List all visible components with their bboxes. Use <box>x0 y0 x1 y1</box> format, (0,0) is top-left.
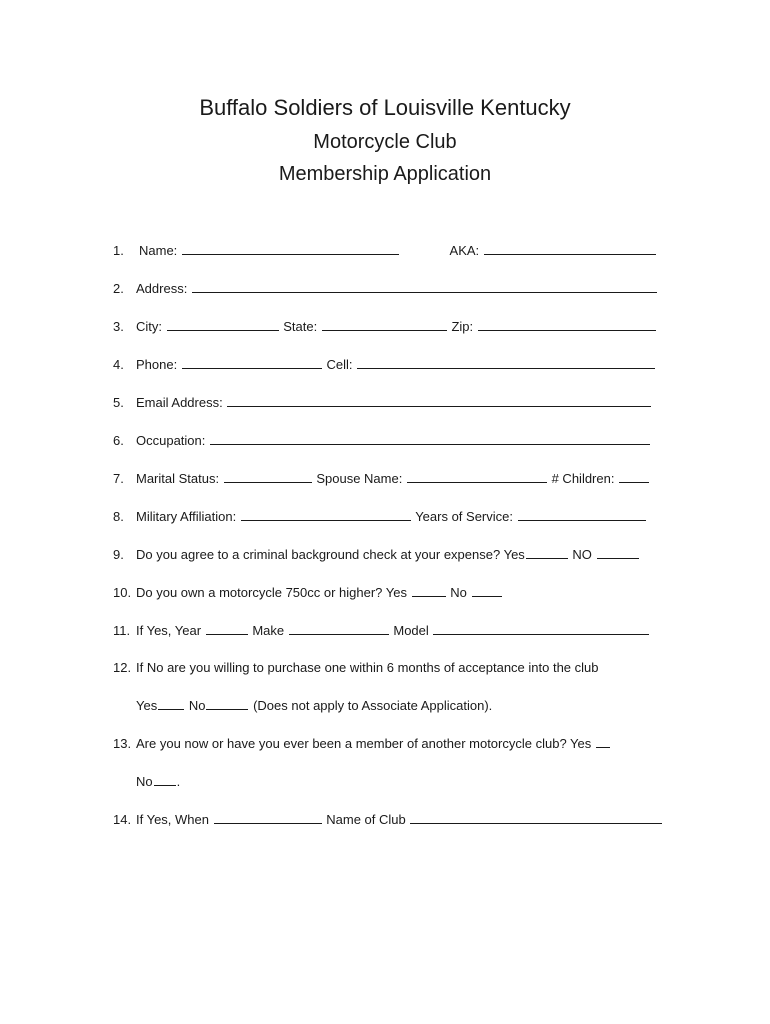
children-label: # Children: <box>551 471 615 486</box>
club-name-field[interactable] <box>410 811 662 824</box>
marital-status-field[interactable] <box>224 470 312 483</box>
name-label: Name: <box>139 243 178 258</box>
aka-field[interactable] <box>484 242 656 255</box>
field-row-2 <box>113 280 670 297</box>
club-name-label: Name of Club <box>326 812 406 827</box>
item-number: 1. <box>113 243 124 258</box>
field-row-10 <box>113 584 670 601</box>
purchase-no-field[interactable] <box>206 697 248 710</box>
cell-field[interactable] <box>357 356 655 369</box>
years-of-service-label: Years of Service: <box>415 509 513 524</box>
background-check-yes-field[interactable] <box>526 546 568 559</box>
address-label: Address: <box>136 281 188 296</box>
club-title: Buffalo Soldiers of Louisville Kentucky <box>199 95 571 120</box>
background-check-no-label: NO <box>572 547 592 562</box>
field-row-12 <box>113 660 670 676</box>
motorcycle-yes-field[interactable] <box>412 584 446 597</box>
email-label: Email Address: <box>136 395 223 410</box>
item-number: 14. <box>113 812 132 827</box>
other-club-yes-field[interactable] <box>596 735 610 748</box>
field-row-6 <box>113 432 670 449</box>
item-number: 13. <box>113 736 132 751</box>
year-label: If Yes, Year <box>136 623 202 638</box>
occupation-field[interactable] <box>210 432 650 445</box>
spouse-name-label: Spouse Name: <box>316 471 403 486</box>
motorcycle-no-label: No <box>450 585 467 600</box>
marital-status-label: Marital Status: <box>136 471 220 486</box>
motorcycle-question: Do you own a motorcycle 750cc or higher? Yes <box>136 585 407 600</box>
item-number: 9. <box>113 547 124 562</box>
field-row-8 <box>113 508 670 525</box>
model-label: Model <box>393 623 429 638</box>
military-affiliation-label: Military Affiliation: <box>136 509 237 524</box>
item-number: 5. <box>113 395 124 410</box>
form-title: Membership Application <box>278 163 492 185</box>
item-number: 6. <box>113 433 124 448</box>
email-field[interactable] <box>227 394 651 407</box>
item-number: 8. <box>113 509 124 524</box>
item-number: 3. <box>113 319 124 334</box>
military-affiliation-field[interactable] <box>241 508 411 521</box>
aka-label: AKA: <box>449 243 480 258</box>
model-field[interactable] <box>433 622 649 635</box>
zip-field[interactable] <box>478 318 656 331</box>
field-row-4 <box>113 356 670 373</box>
field-row-13 <box>113 735 670 752</box>
background-check-no-field[interactable] <box>597 546 639 559</box>
make-field[interactable] <box>289 622 389 635</box>
when-label: If Yes, When <box>136 812 209 827</box>
item-number: 10. <box>113 585 132 600</box>
other-club-question: Are you now or have you ever been a member of another motorcycle club? Yes <box>136 736 592 751</box>
cell-label: Cell: <box>326 357 353 372</box>
children-field[interactable] <box>619 470 649 483</box>
field-row-12-answers <box>113 697 670 714</box>
years-of-service-field[interactable] <box>518 508 646 521</box>
year-field[interactable] <box>206 622 248 635</box>
other-club-no-label: No <box>136 774 153 789</box>
make-label: Make <box>252 623 285 638</box>
address-field[interactable] <box>192 280 657 293</box>
when-field[interactable] <box>214 811 322 824</box>
associate-note: (Does not apply to Associate Application). <box>253 698 493 713</box>
name-field[interactable] <box>182 242 399 255</box>
purchase-yes-label: Yes <box>136 698 158 713</box>
city-field[interactable] <box>167 318 279 331</box>
item-number: 2. <box>113 281 124 296</box>
item-number: 11. <box>113 623 131 638</box>
purchase-no-label: No <box>188 698 206 713</box>
field-row-3 <box>113 318 670 335</box>
phone-label: Phone: <box>136 357 178 372</box>
field-row-11 <box>113 622 670 639</box>
club-subtitle: Motorcycle Club <box>313 131 457 153</box>
field-row-1 <box>113 242 670 259</box>
city-label: City: <box>136 319 162 334</box>
other-club-no-field[interactable] <box>154 773 176 786</box>
item-number: 4. <box>113 357 124 372</box>
occupation-label: Occupation: <box>136 433 206 448</box>
item-number: 12. <box>113 660 132 675</box>
other-club-period: . <box>176 774 181 789</box>
state-field[interactable] <box>322 318 447 331</box>
background-check-question: Do you agree to a criminal background check at your expense? Yes <box>136 547 525 562</box>
zip-label: Zip: <box>451 319 474 334</box>
field-row-14 <box>113 811 690 828</box>
field-row-5 <box>113 394 670 411</box>
motorcycle-no-field[interactable] <box>472 584 502 597</box>
field-row-13-answers <box>113 773 670 790</box>
purchase-question: If No are you willing to purchase one within 6 months of acceptance into the club <box>136 660 599 675</box>
field-row-7 <box>113 470 670 487</box>
field-row-9 <box>113 546 670 563</box>
spouse-name-field[interactable] <box>407 470 547 483</box>
phone-field[interactable] <box>182 356 322 369</box>
purchase-yes-field[interactable] <box>158 697 184 710</box>
state-label: State: <box>283 319 318 334</box>
item-number: 7. <box>113 471 124 486</box>
